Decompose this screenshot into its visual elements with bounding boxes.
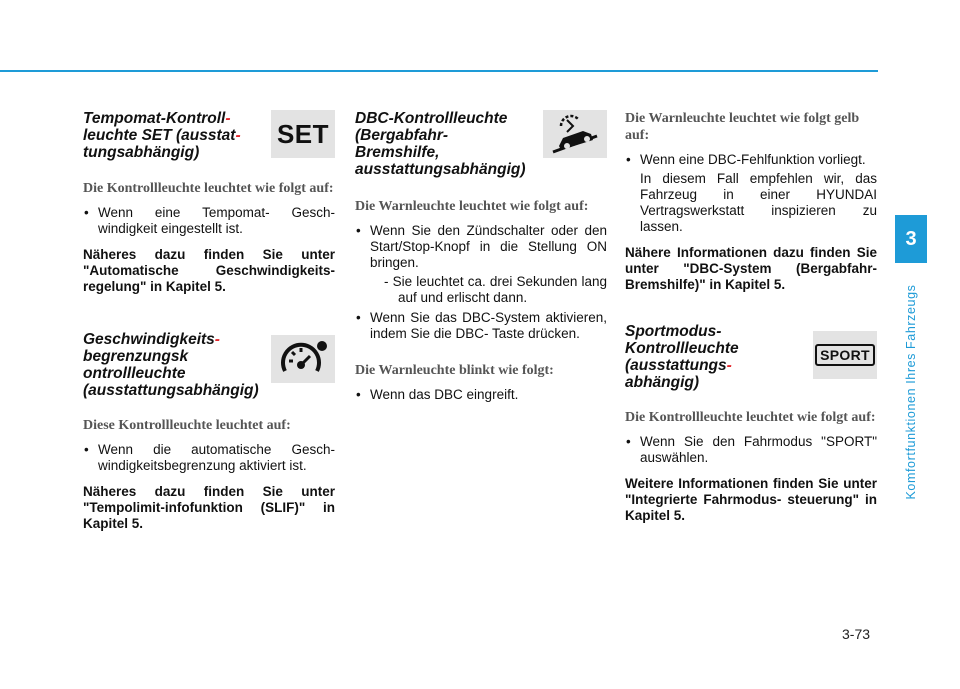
speed-limiter-icon (271, 335, 335, 383)
list-item: • Wenn eine Tempomat- Gesch- windigkeit eingestellt ist. (83, 205, 335, 237)
subheading: Die Kontrollleuchte leuchtet wie folgt auf: (625, 410, 876, 425)
bullet-list (83, 442, 335, 474)
section-speed-limit-indicator (83, 331, 335, 399)
section-dbc-indicator (355, 110, 607, 180)
list-item: • Wenn die automatische Gesch- windigkeitsbegrenzung aktiviert ist. (83, 442, 335, 474)
reference-note: Näheres dazu finden Sie unter "Automatische Geschwindigkeits- regelung" in Kapitel 5. (83, 247, 335, 294)
list-item: • Wenn eine DBC-Fehlfunktion vorliegt. (625, 152, 877, 168)
bullet-list (355, 387, 607, 403)
section-title: DBC-Kontrollleuchte (Bergabfahr- Bremshilfe, ausstattungsabhängig) (355, 110, 526, 178)
bullet-list (83, 205, 335, 237)
list-item: • Wenn Sie den Zündschalter oder den Start/Stop-Knopf in die Stellung ON bringen. (355, 223, 607, 271)
bullet-list (355, 223, 607, 271)
section-title: Sportmodus- Kontrollleuchte (ausstattungs- abhängig) (625, 323, 739, 391)
bullet-list (625, 152, 877, 168)
sub-item: - Sie leuchtet ca. drei Sekunden lang auf und erlischt dann. (384, 274, 607, 305)
subheading: Die Warnleuchte leuchtet wie folgt gelb auf: (625, 111, 860, 143)
column-3 (625, 110, 877, 538)
reference-note: Nähere Informationen dazu finden Sie unter "DBC-System (Bergabfahr-Bremshilfe)" in Kapitel 5. (625, 245, 877, 292)
list-item: • Wenn das DBC eingreift. (355, 387, 607, 403)
list-item: • Wenn Sie den Fahrmodus "SPORT" auswählen. (625, 434, 877, 466)
list-item: • Wenn Sie das DBC-System aktivieren, indem Sie die DBC- Taste drücken. (355, 310, 607, 342)
column-1 (83, 110, 335, 546)
page-number: 3-73 (842, 626, 871, 642)
subheading: Die Warnleuchte blinkt wie folgt: (355, 363, 554, 378)
chapter-tab: 3 (895, 215, 927, 263)
reference-note: Näheres dazu finden Sie unter "Tempolimit-infofunktion (SLIF)" in Kapitel 5. (83, 484, 335, 531)
bullet-list (625, 434, 877, 466)
sport-indicator-icon: SPORT (813, 331, 877, 379)
column-2 (355, 110, 607, 413)
subheading: Die Kontrollleuchte leuchtet wie folgt auf: (83, 181, 334, 196)
subheading: Die Warnleuchte leuchtet wie folgt auf: (355, 199, 589, 214)
subheading: Diese Kontrollleuchte leuchtet auf: (83, 418, 291, 433)
set-indicator-icon: SET (271, 110, 335, 158)
section-sport-indicator (625, 323, 877, 391)
section-set-indicator (83, 110, 335, 162)
dbc-indicator-icon (543, 110, 607, 158)
header-rule (0, 70, 878, 72)
bullet-list (355, 310, 607, 342)
reference-note: Weitere Informationen finden Sie unter "Integrierte Fahrmodus- steuerung" in Kapitel 5. (625, 476, 877, 523)
section-title: Tempomat-Kontroll- leuchte SET (ausstat- tungsabhängig) (83, 110, 241, 161)
chapter-label: Komfortfunktionen Ihres Fahrzeugs (904, 284, 918, 500)
paragraph: In diesem Fall empfehlen wir, das Fahrzeug in einer HYUNDAI Vertragswerkstatt inspizieren zu lassen. (640, 171, 877, 234)
section-title: Geschwindigkeits- begrenzungsk ontrollleuchte (ausstattungsabhängig) (83, 331, 259, 399)
